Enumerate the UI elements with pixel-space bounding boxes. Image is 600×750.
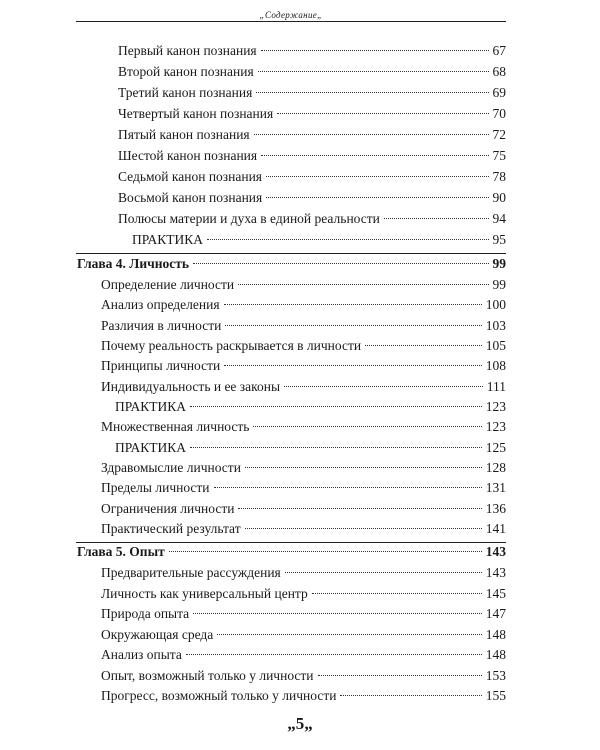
leader-dots (384, 218, 489, 219)
chapter-title: Глава 4. Личность (77, 256, 190, 271)
toc-entry-practice (115, 399, 506, 420)
toc-entry-page: 105 (485, 338, 506, 353)
toc-entry-title: Пятый канон познания (118, 127, 250, 142)
toc-entry-title: Принципы личности (101, 358, 221, 373)
toc-entry (101, 338, 506, 359)
leader-dots (169, 551, 482, 552)
leader-dots (284, 386, 483, 387)
toc-entry-page: 70 (492, 106, 506, 121)
leader-dots (261, 155, 488, 156)
leader-dots (254, 134, 489, 135)
toc-entry (101, 647, 506, 668)
toc-entry (118, 64, 506, 85)
toc-entry-title: Ограничения личности (101, 501, 235, 516)
toc-entry (101, 419, 506, 440)
toc-entry-page: 123 (485, 419, 506, 434)
toc-entry (101, 480, 506, 501)
leader-dots (224, 365, 482, 366)
header-title: „Содержание„ (254, 10, 329, 20)
header-rule (76, 21, 506, 22)
leader-dots (318, 675, 482, 676)
toc-entry-page: 125 (485, 440, 506, 455)
toc-entry-title: Седьмой канон познания (118, 169, 263, 184)
toc-entry-title: Полюсы материи и духа в единой реальности (118, 211, 380, 226)
toc-entry-page: 69 (492, 85, 506, 100)
toc-entry-page: 67 (492, 43, 506, 58)
chapter-title: Глава 5. Опыт (77, 544, 165, 559)
chapter-divider (76, 542, 506, 543)
toc-entry-title: Определение личности (101, 277, 235, 292)
leader-dots (190, 447, 482, 448)
toc-entry-title: Первый канон познания (118, 43, 257, 58)
leader-dots (277, 113, 488, 114)
toc-entry-page: 94 (492, 211, 506, 226)
toc-entry-page: 128 (485, 460, 506, 475)
leader-dots (238, 508, 481, 509)
leader-dots (285, 572, 482, 573)
page-number: „5„ (287, 714, 313, 733)
toc-entry (101, 501, 506, 522)
leader-dots (340, 695, 481, 696)
toc-entry-title: Здравомыслие личности (101, 460, 241, 475)
toc-entry-title: Почему реальность раскрывается в личности (101, 338, 362, 353)
toc-entry-practice (115, 440, 506, 461)
toc-entry (118, 106, 506, 127)
leader-dots (312, 593, 482, 594)
toc-entry-page: 147 (485, 606, 506, 621)
toc-entry-page: 103 (485, 318, 506, 333)
toc-entry-page: 153 (485, 668, 506, 683)
leader-dots (261, 50, 489, 51)
leader-dots (190, 406, 482, 407)
toc-entry-page: 100 (485, 297, 506, 312)
toc-entry-page: 95 (492, 232, 506, 247)
chapter-divider (76, 253, 506, 254)
toc-entry-title: Второй канон познания (118, 64, 254, 79)
leader-dots (258, 71, 489, 72)
leader-dots (245, 467, 482, 468)
toc-entry (101, 460, 506, 481)
toc-entry (118, 190, 506, 211)
toc-entry (101, 358, 506, 379)
toc-entry-page: 72 (492, 127, 506, 142)
toc-entry-page: 111 (486, 379, 506, 394)
toc-entry-page: 75 (492, 148, 506, 163)
toc-entry-title: Прогресс, возможный только у личности (101, 688, 337, 703)
toc-entry-title: Окружающая среда (101, 627, 214, 642)
toc-entry-page: 78 (492, 169, 506, 184)
toc-entry (101, 627, 506, 648)
toc-entry-title: Третий канон познания (118, 85, 253, 100)
toc-entry-title: Индивидуальность и ее законы (101, 379, 281, 394)
toc-entry (101, 688, 506, 709)
toc-entry-title: Пределы личности (101, 480, 210, 495)
toc-entry-title: Опыт, возможный только у личности (101, 668, 314, 683)
toc-entry-title: Анализ определения (101, 297, 220, 312)
toc-entry-title: Личность как универсальный центр (101, 586, 308, 601)
toc-entry (118, 127, 506, 148)
toc-entry (101, 379, 506, 400)
leader-dots (266, 197, 488, 198)
toc-entry-page: 131 (485, 480, 506, 495)
toc-entry-page: 141 (485, 521, 506, 536)
toc-entry (118, 169, 506, 190)
toc-entry-title: ПРАКТИКА (132, 232, 204, 247)
leader-dots (207, 239, 488, 240)
toc-entry-title: ПРАКТИКА (115, 440, 187, 455)
toc-entry-page: 108 (485, 358, 506, 373)
chapter-page: 143 (485, 544, 506, 559)
toc-entry (101, 277, 506, 298)
leader-dots (193, 613, 482, 614)
toc-entry-title: ПРАКТИКА (115, 399, 187, 414)
leader-dots (238, 284, 488, 285)
toc-entry-page: 136 (485, 501, 506, 516)
toc-entry-title: Различия в личности (101, 318, 222, 333)
toc-entry (101, 297, 506, 318)
toc-entry-title: Природа опыта (101, 606, 190, 621)
leader-dots (225, 325, 481, 326)
leader-dots (266, 176, 488, 177)
toc-entry-page: 148 (485, 627, 506, 642)
toc-entry-page: 143 (485, 565, 506, 580)
leader-dots (365, 345, 482, 346)
toc-entry-title: Предварительные рассуждения (101, 565, 281, 580)
toc-entry (101, 668, 506, 689)
chapter-heading (77, 544, 506, 565)
toc-entry (118, 43, 506, 64)
toc-entry-page: 145 (485, 586, 506, 601)
leader-dots (217, 634, 482, 635)
toc-entry-page: 90 (492, 190, 506, 205)
leader-dots (193, 263, 488, 264)
toc-entry-title: Практический результат (101, 521, 241, 536)
leader-dots (186, 654, 482, 655)
toc-entry-title: Четвертый канон познания (118, 106, 274, 121)
chapter-heading (77, 256, 506, 277)
toc-entry (118, 85, 506, 106)
running-header (76, 10, 506, 26)
toc-entry-page: 123 (485, 399, 506, 414)
toc-entry-page: 148 (485, 647, 506, 662)
toc-entry-page: 155 (485, 688, 506, 703)
toc-entry (101, 521, 506, 542)
toc-entry (101, 606, 506, 627)
leader-dots (224, 304, 482, 305)
toc-entry (101, 586, 506, 607)
toc-entry-title: Восьмой канон познания (118, 190, 263, 205)
toc-entry-title: Множественная личность (101, 419, 250, 434)
toc-entry (101, 565, 506, 586)
chapter-page: 99 (492, 256, 506, 271)
toc-entry-practice (132, 232, 506, 253)
toc-entry (118, 211, 506, 232)
toc-entry-title: Анализ опыта (101, 647, 182, 662)
toc-entry-page: 68 (492, 64, 506, 79)
leader-dots (214, 487, 482, 488)
leader-dots (256, 92, 488, 93)
toc-entry (118, 148, 506, 169)
leader-dots (253, 426, 481, 427)
toc-entry (101, 318, 506, 339)
toc-entry-title: Шестой канон познания (118, 148, 258, 163)
toc-entry-page: 99 (492, 277, 506, 292)
leader-dots (245, 528, 482, 529)
